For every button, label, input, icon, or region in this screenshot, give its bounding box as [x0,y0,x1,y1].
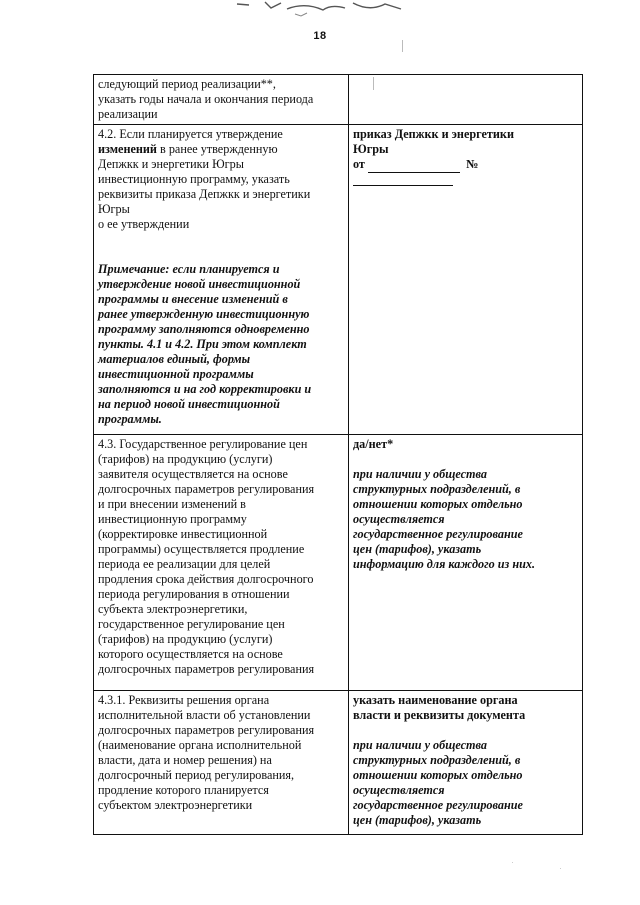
row-label-text: следующий период реализации**, указать годы начала и окончания периода реализации [98,77,314,121]
scan-mark [373,77,374,90]
instruction-note: при наличии у общества структурных подразделений, в отношении которых отдельно осуществляется государственное регулирование цен (тарифов), указать информацию для каждого из них. [353,467,536,571]
row-label-cell [94,75,349,125]
row-label-cell [94,691,349,835]
row-value-cell[interactable] [349,435,583,691]
item-4-2-emphasis: изменений [98,142,157,156]
scan-artifact [235,0,405,18]
authority-instruction: указать наименование органа власти и реквизиты документа [353,693,526,722]
table-row [94,435,583,691]
table-row [94,75,583,125]
row-value-cell[interactable] [349,125,583,435]
instruction-note: при наличии у общества структурных подразделений, в отношении которых отдельно осуществляется государственное регулирование цен (тарифов), указать [353,738,523,827]
row-value-cell[interactable] [349,691,583,835]
scan-speck [560,868,561,869]
row-label-text: 4.3.1. Реквизиты решения органа исполнительной власти об установлении долгосрочных параметров регулирования (наименование органа исполнительной власти, дата и номер решения) на долгосрочный период регулирования, продление которого планируется субъектом электроэнергетики [98,693,315,812]
table-row [94,125,583,435]
row-label-text: 4.3. Государственное регулирование цен (тарифов) на продукцию (услуги) заявителя осуществляется на основе долгосрочных параметров регулирования и при внесении изменений в инвестиционную программу (корректировке инвестиционной программы) осуществляется продление периода ее реализации для целей продления срока действия долгосрочного периода регулирования в отношении субъекта электроэнергетики, государственное регулирование цен (тарифов) на продукцию (услуги) которого осуществляется на основе долгосрочных параметров регулирования [98,437,315,676]
order-from-label: от [353,157,365,171]
scan-speck [512,862,513,863]
order-date-line[interactable] [368,157,460,173]
row-label-cell [94,125,349,435]
row-label-text [98,127,345,232]
item-4-2-text: в ранее утвержденную Депжкк и энергетики Югры инвестиционную программу, указать реквизиты приказа Депжкк и энергетики Югры о ее утверждении [98,142,311,231]
order-number-line[interactable] [353,173,453,186]
order-number-label: № [466,157,479,171]
table-row [94,691,583,835]
item-4-2-heading: 4.2. Если планируется утверждение [98,127,283,141]
page-number: 18 [313,30,327,42]
row-value-cell[interactable] [349,75,583,125]
form-table [93,74,583,835]
row-label-cell [94,435,349,691]
order-title: приказ Депжкк и энергетики Югры [353,127,514,156]
yes-no-value: да/нет* [353,437,394,451]
note-text: Примечание: если планируется и утверждение новой инвестиционной программы и внесение изменений в ранее утвержденную инвестиционную программу заполняются одновременно пункты. 4.1 и 4.2. При этом комплект материалов единый, формы инвестиционной программы заполняются и на год корректировки и на период новой инвестиционной программы. [98,262,312,426]
scan-speck [402,40,403,52]
